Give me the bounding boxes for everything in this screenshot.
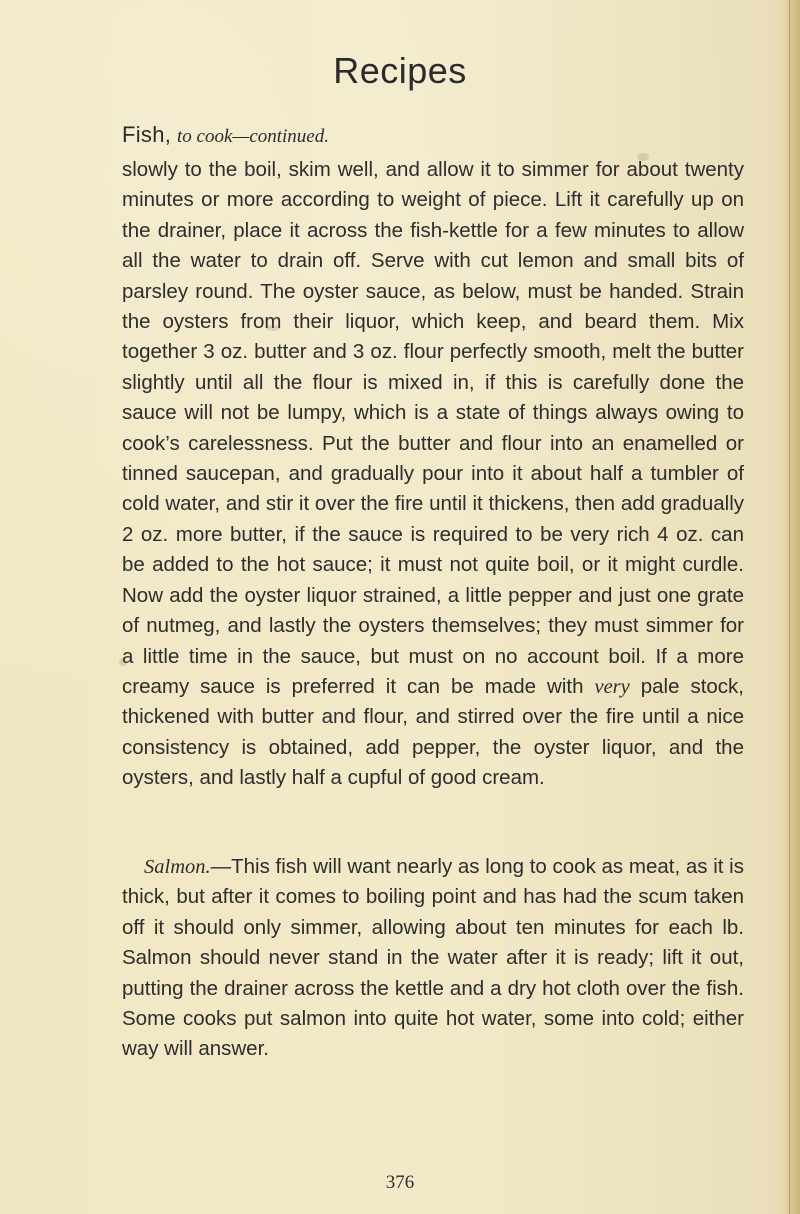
recipe-paragraph-2 [122,852,744,1065]
recipe-paragraph-1 [122,155,744,794]
paragraph-2-text: —This fish will want nearly as long to cook as meat, as it is thick, but after it comes to boiling point and has had the scum taken off it should only simmer, allowing about ten minutes for each lb. Salmon should never stand in the water after it is ready; lift it out, putting the drainer across the kettle and a dry hot cloth over the fish. Some cooks put salmon into quite hot water, some into cold; either way will answer. [122,855,744,1061]
section-title: Fish, [122,122,172,147]
paragraph-1-text: slowly to the boil, skim well, and allow it to simmer for about twenty minutes or more according to weight of piece. Lift it carefully up on the drainer, place it across the fish-kettle for a few minutes to allow all the water to drain off. Serve with cut lemon and small bits of parsley round. The oyster sauce, as below, must be handed. Strain the oysters from their liquor, which keep, and beard them. Mix together 3 oz. butter and 3 oz. flour perfectly smooth, melt the butter slightly until all the flour is mixed in, if this is carefully done the sauce will not be lumpy, which is a state of things always owing to cook’s carelessness. Put the butter and flour into an enamelled or tinned saucepan, and gradually pour into it about half a tumbler of cold water, and stir it over the fire until it thickens, then add gradually 2 oz. more butter, if the sauce is required to be very rich 4 oz. can be added to the hot sauce; it must not quite boil, or it might curdle. Now add the oyster liquor strained, a little pepper and just one grate of nutmeg, and lastly the oysters themselves; they must simmer for a little time in the sauce, but must on no account boil. If a more creamy sauce is preferred it can be made with [122,158,744,698]
paragraph-2-lead: Salmon. [144,856,211,878]
ink-smudge [119,658,127,666]
page-edge [772,0,800,1214]
ink-smudge [637,153,649,161]
ink-smudge [266,325,280,331]
page-number: 376 [385,1172,415,1193]
section-subtitle: to cook—continued. [177,126,329,147]
paragraph-1-end-text: pale stock, thickened with butter and flour, and stirred over the fire until a nice consistency is obtained, add pepper, the oyster liquor, and the oysters, and lastly half a cupful of good cream. [122,674,744,790]
section-heading [122,122,329,148]
page-heading: Recipes [333,50,467,91]
paragraph-1-italic-word: very [594,675,630,698]
